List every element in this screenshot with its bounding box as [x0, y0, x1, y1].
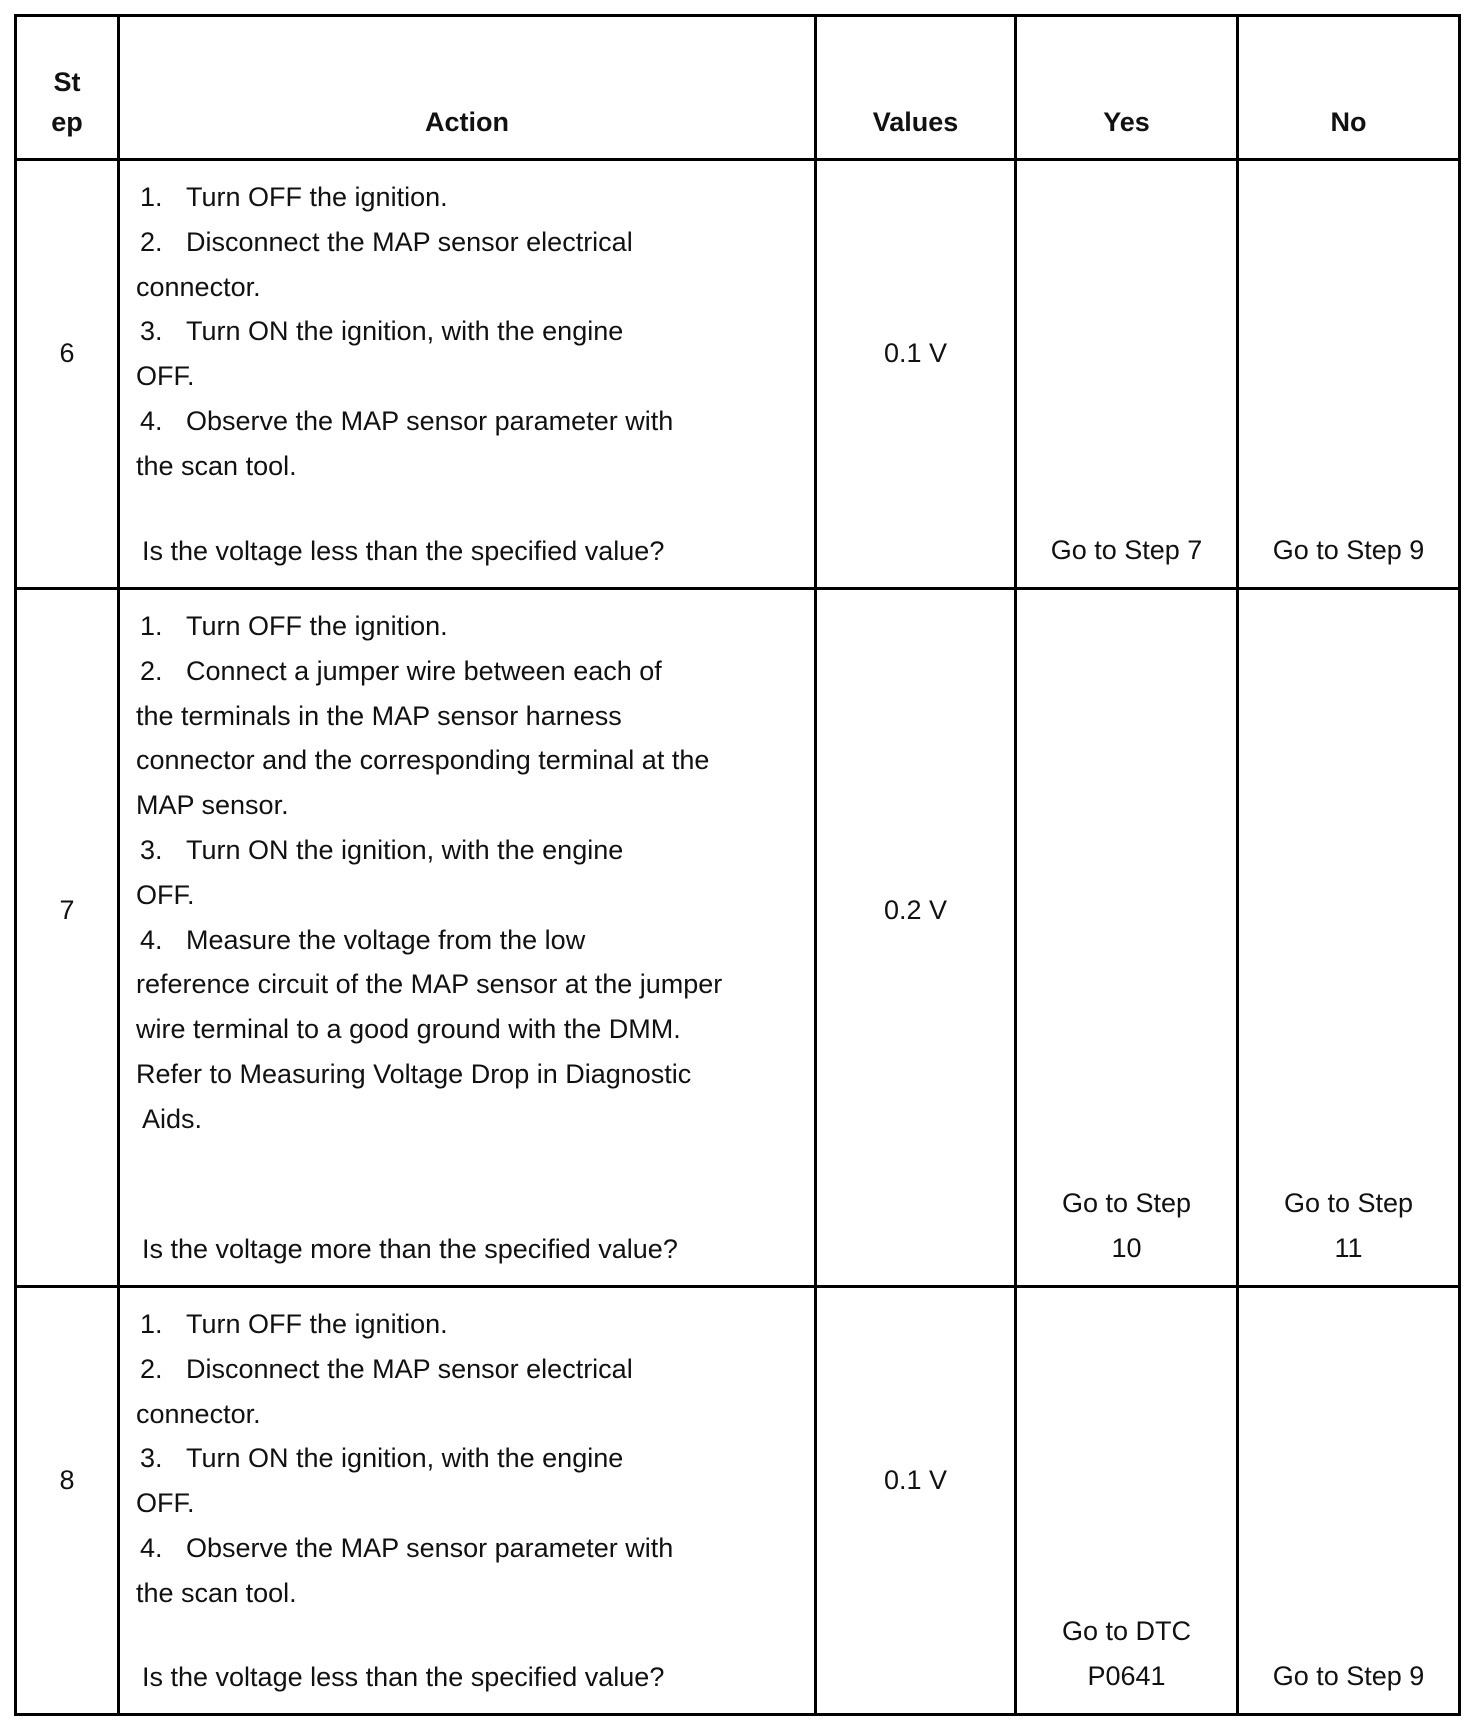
action-line: reference circuit of the MAP sensor at the jumper — [136, 969, 723, 1000]
action-line: 3. Turn ON the ignition, with the engine — [140, 1443, 624, 1474]
action-line: 1. Turn OFF the ignition. — [140, 1309, 448, 1339]
no-goto: Go to Step 9 — [1272, 535, 1425, 565]
action-line: connector. — [136, 271, 261, 302]
header-step: St ep — [16, 16, 119, 160]
yes-goto: Go to DTC P0641 — [1061, 1616, 1192, 1691]
action-question: Is the voltage less than the specified value? — [142, 536, 665, 566]
value-cell: 0.1 V — [816, 160, 1016, 589]
yes-goto: Go to Step 10 — [1061, 1188, 1192, 1263]
action-steps — [136, 1302, 804, 1616]
action-line: wire terminal to a good ground with the DMM. — [136, 1014, 681, 1045]
action-steps — [136, 604, 804, 1142]
action-line: MAP sensor. — [136, 790, 289, 821]
table-row-step-6 — [16, 160, 1460, 589]
diagnostic-table — [14, 14, 1461, 1716]
action-steps — [136, 175, 804, 489]
step-cell: 6 — [16, 160, 119, 589]
no-goto: Go to Step 9 — [1272, 1661, 1425, 1691]
header-values: Values — [816, 16, 1016, 160]
header-no: No — [1238, 16, 1460, 160]
no-cell — [1238, 160, 1460, 589]
action-line: 3. Turn ON the ignition, with the engine — [140, 316, 624, 347]
action-line: OFF. — [136, 361, 195, 392]
action-question: Is the voltage less than the specified value? — [142, 1662, 665, 1692]
action-line: 4. Measure the voltage from the low — [140, 924, 586, 955]
action-line: the scan tool. — [136, 1577, 297, 1608]
no-cell — [1238, 589, 1460, 1287]
action-line: the scan tool. — [136, 450, 297, 481]
action-line: OFF. — [136, 1488, 195, 1519]
table-row-step-7 — [16, 589, 1460, 1287]
action-cell — [119, 589, 816, 1287]
step-cell: 7 — [16, 589, 119, 1287]
action-line: the terminals in the MAP sensor harness — [136, 700, 622, 731]
action-line: 4. Observe the MAP sensor parameter with — [140, 1532, 674, 1563]
action-line: 2. Connect a jumper wire between each of — [140, 655, 662, 686]
action-line: Aids. — [136, 1103, 203, 1134]
yes-cell — [1016, 1287, 1238, 1715]
yes-cell — [1016, 160, 1238, 589]
action-line: 3. Turn ON the ignition, with the engine — [140, 834, 624, 865]
action-cell — [119, 1287, 816, 1715]
action-line: connector. — [136, 1398, 261, 1429]
table-row-step-8 — [16, 1287, 1460, 1715]
action-line: connector and the corresponding terminal at the — [136, 745, 710, 776]
yes-goto: Go to Step 7 — [1050, 535, 1203, 565]
action-line: Refer to Measuring Voltage Drop in Diagnostic — [136, 1058, 692, 1089]
action-line: 2. Disconnect the MAP sensor electrical — [140, 226, 633, 257]
value-cell: 0.2 V — [816, 589, 1016, 1287]
yes-cell — [1016, 589, 1238, 1287]
action-question: Is the voltage more than the specified value? — [142, 1234, 678, 1264]
header-action: Action — [119, 16, 816, 160]
action-cell — [119, 160, 816, 589]
action-line: 2. Disconnect the MAP sensor electrical — [140, 1353, 633, 1384]
action-line: 1. Turn OFF the ignition. — [140, 611, 448, 641]
no-cell — [1238, 1287, 1460, 1715]
action-line: OFF. — [136, 879, 195, 910]
action-line: 4. Observe the MAP sensor parameter with — [140, 405, 674, 436]
no-goto: Go to Step 11 — [1283, 1188, 1414, 1263]
value-cell: 0.1 V — [816, 1287, 1016, 1715]
diagnostic-table-page — [14, 14, 1458, 1716]
header-yes: Yes — [1016, 16, 1238, 160]
header-row — [16, 16, 1460, 160]
action-line: 1. Turn OFF the ignition. — [140, 182, 448, 212]
step-cell: 8 — [16, 1287, 119, 1715]
